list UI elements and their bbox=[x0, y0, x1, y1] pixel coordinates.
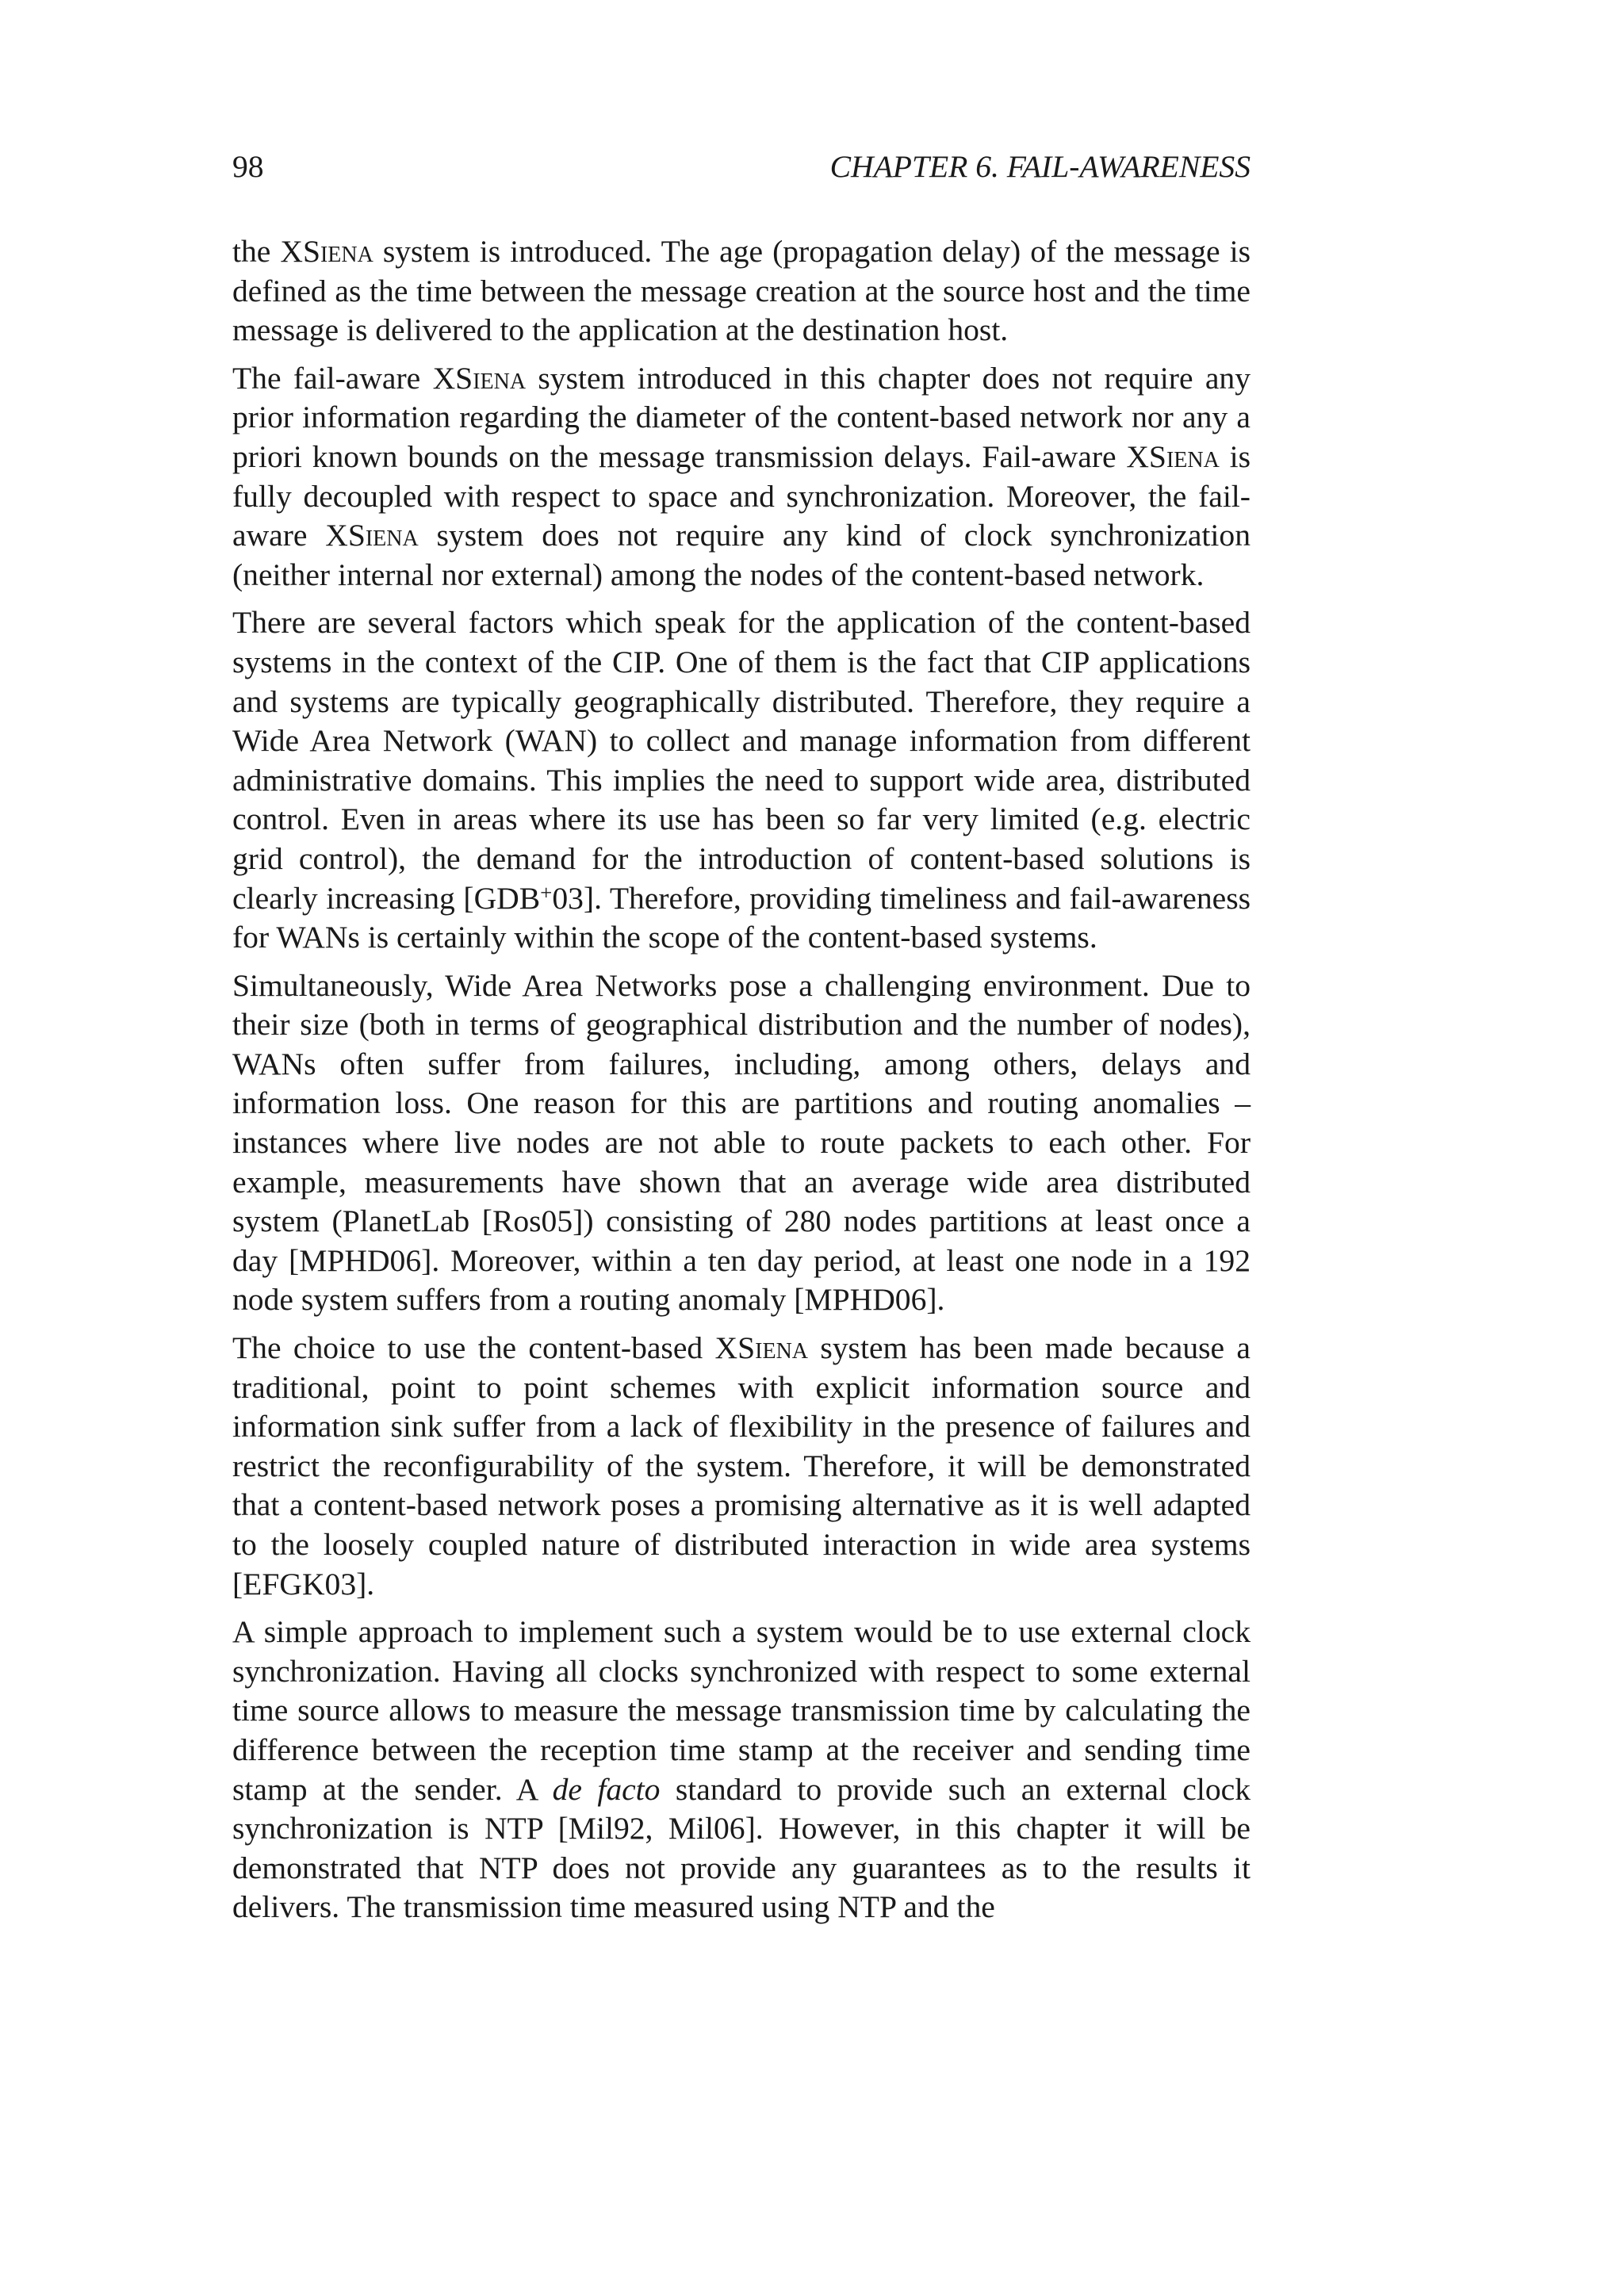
paragraph-4: Simultaneously, Wide Area Networks pose a challenging environment. Due to their size (both in terms of geographical distribution and the number of nodes), WANs often suffer from failures, including, among others, delays and information loss. One reason for this are partitions and routing anomalies – instances where live nodes are not able to route packets to each other. For example, measurements have shown that an average wide area distributed system (PlanetLab [Ros05]) consisting of 280 nodes partitions at least once a day [MPHD06]. Moreover, within a ten day period, at least one node in a 192 node system suffers from a routing anomaly [MPHD06]. bbox=[232, 967, 1251, 1318]
running-head: CHAPTER 6. FAIL-AWARENESS bbox=[829, 149, 1251, 184]
paragraph-1: the XSiena system is introduced. The age (propagation delay) of the message is defined as the time between the message creation at the source host and the time message is delivered to the application at the destination host. bbox=[232, 234, 1251, 348]
paragraph-6: A simple approach to implement such a system would be to use external clock synchronization. Having all clocks synchronized with respect to some external time source allows to measure the message transmission time by calculating the difference between the reception time stamp at the receiver and sending time stamp at the sender. A de facto standard to provide such an external clock synchronization is NTP [Mil92, Mil06]. However, in this chapter it will be demonstrated that NTP does not provide any guarantees as to the results it delivers. The transmission time measured using NTP and the bbox=[232, 1614, 1251, 1925]
body-text bbox=[232, 232, 1251, 1936]
page-number: 98 bbox=[232, 149, 264, 184]
page-header bbox=[232, 147, 1251, 187]
paragraph-2: The fail-aware XSiena system introduced in this chapter does not require any prior information regarding the diameter of the content-based network nor any a priori known bounds on the message transmission delays. Fail-aware XSiena is fully decoupled with respect to space and synchronization. Moreover, the fail-aware XSiena system does not require any kind of clock synchronization (neither internal nor external) among the nodes of the content-based network. bbox=[232, 360, 1251, 592]
paragraph-3: There are several factors which speak for the application of the content-based systems in the context of the CIP. One of them is the fact that CIP applications and systems are typically geographically distributed. Therefore, they require a Wide Area Network (WAN) to collect and manage information from different administrative domains. This implies the need to support wide area, distributed control. Even in areas where its use has been so far very limited (e.g. electric grid control), the demand for the introduction of content-based solutions is clearly increasing [GDB+03]. Therefore, providing timeliness and fail-awareness for WANs is certainly within the scope of the content-based systems. bbox=[232, 605, 1251, 955]
paragraph-5: The choice to use the content-based XSiena system has been made because a traditional, point to point schemes with explicit information source and information sink suffer from a lack of flexibility in the presence of failures and restrict the reconfigurability of the system. Therefore, it will be demonstrated that a content-based network poses a promising alternative as it is well adapted to the loosely coupled nature of distributed interaction in wide area systems [EFGK03]. bbox=[232, 1330, 1251, 1601]
